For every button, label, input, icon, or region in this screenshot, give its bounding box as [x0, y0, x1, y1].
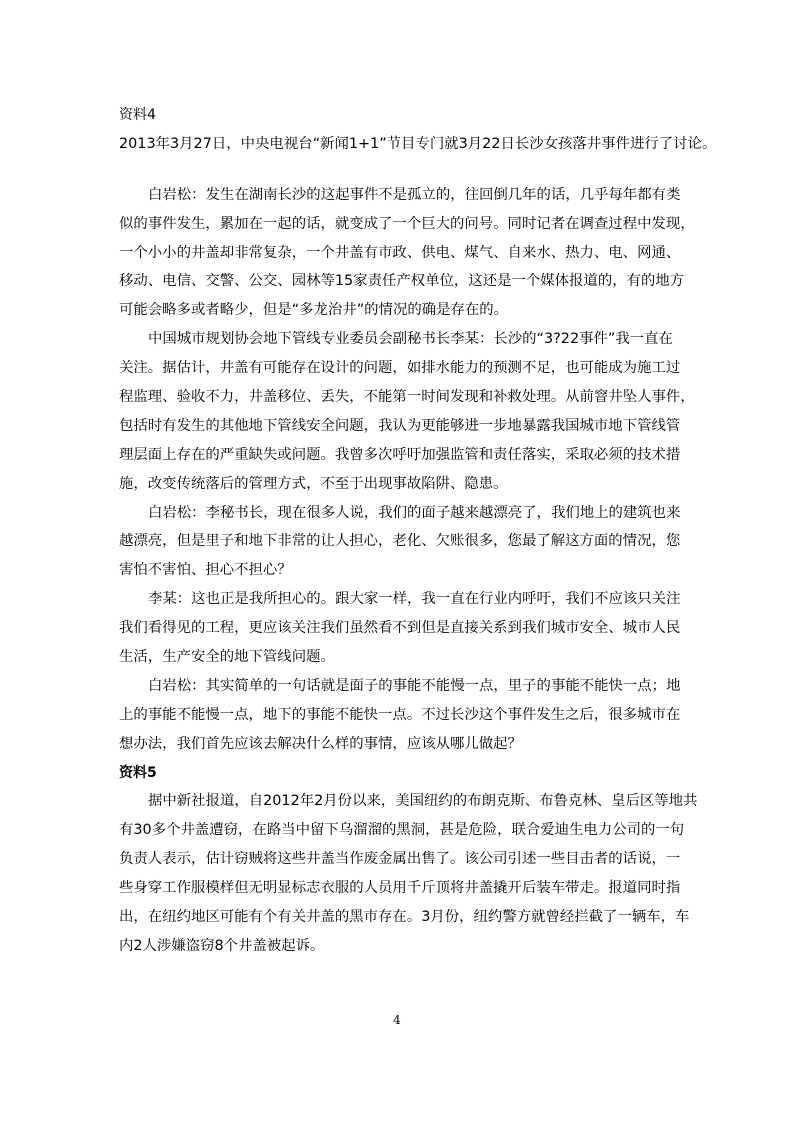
paragraph-bai-yansong-2 [119, 499, 679, 586]
paragraph-line: 生活，生产安全的地下管线问题。 [119, 649, 335, 666]
paragraph-line: 上的事能不能慢一点，地下的事能不能快一点。不过长沙这个事件发生之后，很多城市在 [119, 706, 681, 723]
paragraph-line: 白岩松：发生在湖南长沙的这起事件不是孤立的，往回倒几年的话，几乎每年都有类 [148, 186, 681, 203]
paragraph-line: 出，在纽约地区可能有个有关井盖的黑市存在。3月份，纽约警方就曾经拦截了一辆车，车 [119, 909, 690, 926]
paragraph-line: 似的事件发生，累加在一起的话，就变成了一个巨大的问号。同时记者在调查过程中发现， [119, 215, 695, 232]
paragraph-line: 白岩松：李秘书长，现在很多人说，我们的面子越来越漂亮了，我们地上的建筑也来 [148, 504, 681, 521]
section-4-intro: 2013年3月27日，中央电视台“新闻1+1”节目专门就3月22日长沙女孩落井事件进行了讨论。 [119, 135, 717, 152]
paragraph-line: 中国城市规划协会地下管线专业委员会副秘书长李某：长沙的“3?22事件”我一直在 [148, 331, 673, 348]
paragraph-line: 程监理、验收不力，井盖移位、丢失，不能第一时间发现和补救处理。从前窨井坠人事件， [119, 389, 695, 406]
paragraph-line: 越漂亮，但是里子和地下非常的让人担心，老化、欠账很多，您最了解这方面的情况，您 [119, 533, 681, 550]
document-body [119, 101, 717, 961]
paragraph-line: 负责人表示，估计窃贼将这些井盖当作废金属出售了。该公司引述一些目击者的话说，一 [119, 851, 681, 868]
paragraph-line: 移动、电信、交警、公交、园林等15家责任产权单位，这还是一个媒体报道的，有的地方 [119, 273, 685, 290]
paragraph-line: 理层面上存在的严重缺失或问题。我曾多次呼吁加强监管和责任落实，采取必须的技术措 [119, 446, 681, 463]
paragraph-li-2 [119, 585, 679, 672]
paragraph-line: 一个小小的井盖却非常复杂，一个井盖有市政、供电、煤气、自来水、热力、电、网通、 [119, 244, 681, 261]
paragraph-line: 白岩松：其实简单的一句话就是面子的事能不能慢一点，里子的事能不能快一点；地 [148, 677, 681, 694]
paragraph-bai-yansong-3 [119, 672, 679, 759]
paragraph-line: 李某：这也正是我所担心的。跟大家一样，我一直在行业内呼吁，我们不应该只关注 [148, 591, 681, 608]
paragraph-new-york-report [119, 787, 698, 960]
paragraph-line: 有30多个井盖遭窃，在路当中留下乌溜溜的黑洞，甚是危险，联合爱迪生电力公司的一句 [119, 822, 685, 839]
paragraph-line: 可能会略多或者略少，但是“多龙治井”的情况的确是存在的。 [119, 302, 509, 319]
paragraph-line: 施，改变传统落后的管理方式，不至于出现事故陷阱、隐患。 [119, 475, 508, 492]
paragraph-line: 害怕不害怕、担心不担心？ [119, 562, 292, 579]
paragraph-line: 据中新社报道，自2012年2月份以来，美国纽约的布朗克斯、布鲁克林、皇后区等地共 [148, 793, 698, 810]
paragraph-gap [119, 159, 679, 181]
paragraph-li-1 [119, 325, 695, 498]
section-4-heading: 资料4 [119, 107, 156, 123]
paragraph-line: 内2人涉嫌盗窃8个井盖被起诉。 [119, 937, 325, 954]
paragraph-line: 我们看得见的工程，更应该关注我们虽然看不到但是直接关系到我们城市安全、城市人民 [119, 620, 681, 637]
paragraph-line: 包括时有发生的其他地下管线安全问题，我认为更能够进一步地暴露我国城市地下管线管 [119, 417, 681, 434]
paragraph-line: 想办法，我们首先应该去解决什么样的事情，应该从哪儿做起？ [119, 735, 522, 752]
paragraph-line: 些身穿工作服模样但无明显标志衣服的人员用千斤顶将井盖撬开后装车带走。报道同时指 [119, 880, 681, 897]
section-5-heading: 资料5 [119, 764, 157, 781]
paragraph-bai-yansong-1 [119, 181, 695, 325]
page-number: 4 [393, 1013, 401, 1027]
paragraph-line: 关注。据估计，井盖有可能存在设计的问题，如排水能力的预测不足，也可能成为施工过 [119, 360, 681, 377]
